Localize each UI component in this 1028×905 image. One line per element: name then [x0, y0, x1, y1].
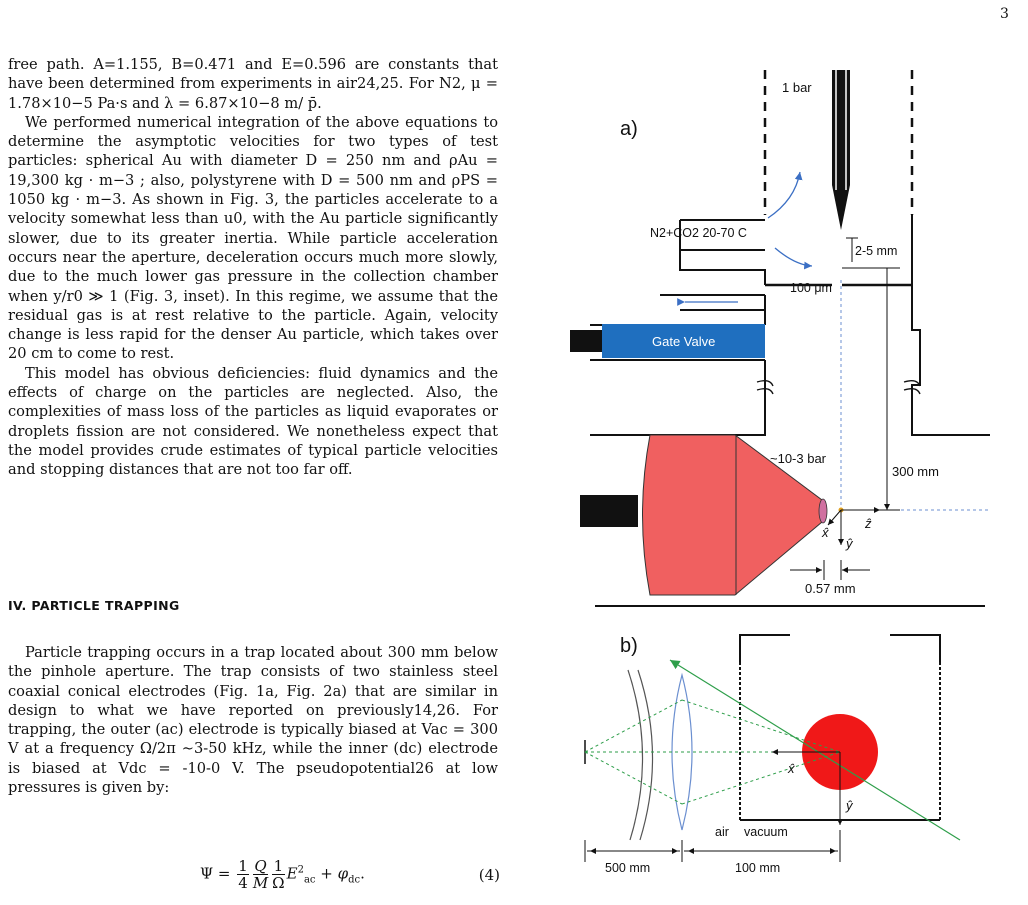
left-column-text — [8, 55, 498, 480]
lens-distance-label: 500 mm — [605, 861, 651, 875]
air-label: air — [715, 825, 729, 839]
apparatus-figure — [560, 40, 1000, 885]
vacuum-label: vacuum — [744, 825, 788, 839]
axis-x-label-b: x̂ — [788, 761, 795, 776]
axis-x-label: x̂ — [822, 525, 829, 540]
panel-b-label: b) — [620, 635, 638, 657]
gap-label: 2-5 mm — [855, 244, 898, 258]
section-iv-text — [8, 643, 498, 797]
axis-z-label: ẑ — [865, 516, 872, 531]
needle — [832, 70, 850, 230]
paragraph-2: We performed numerical integration of the above equations to determine the asymptotic velocities for two types of test particles: spherical Au with diameter D = 250 nm and ρAu = 19,300 kg · m−3 ; also, polystyrene with D = 500 nm and ρPS = 1050 kg · m−3. As shown in Fig. 3, the particles accelerate to a velocity somewhat less than u0, with the Au particle significantly slower, due to its greater inertia. While particle acceleration occurs near the aperture, deceleration occurs much more slowly, due to the much lower gas pressure in the collection chamber when y/r0 ≫ 1 (Fig. 3, inset). In this regime, we assume that the residual gas is at rest relative to the particle. Again, velocity change is less rapid for the denser Au particle, which takes over 20 cm to come to rest. — [8, 113, 498, 363]
paragraph-1: free path. A=1.155, B=0.471 and E=0.596 are constants that have been determined from experiments in air24,25. For N2, μ = 1.78×10−5 Pa·s and λ = 6.87×10−8 m/ p̄. — [8, 56, 498, 112]
trap-dist-label: 100 mm — [735, 861, 781, 875]
axis-y-label-b: ŷ — [846, 798, 853, 813]
page-number: 3 — [1000, 6, 1009, 22]
equation-formula: Ψ = $\frac{1}{4}$ $\frac{Q}{M}$ $\frac{1}{\Omega}$ $E^2_{ac} + \varphi_{dc}$. — [200, 857, 365, 892]
panel-a-label: a) — [620, 118, 638, 140]
paragraph-4: Particle trapping occurs in a trap located about 300 mm below the pinhole aperture. The trap consists of two stainless steel coaxial conical electrodes (Fig. 1a, Fig. 2a) that are similar in design to what we have reported on previously14,26. For trapping, the outer (ac) electrode is typically biased at Vac = 300 V at a frequency Ω/2π ∼3-50 kHz, while the inner (dc) electrode is biased at Vdc = -10-0 V. The pseudopotential26 at low pressures is given by: — [8, 644, 498, 797]
pressure-top-label: 1 bar — [782, 80, 812, 95]
pressure-low-label: ~10-3 bar — [770, 451, 827, 466]
equation-number: (4) — [478, 866, 500, 884]
offset-label: 0.57 mm — [805, 581, 856, 596]
trap-distance-label: 300 mm — [892, 464, 939, 479]
axis-y-label: ŷ — [846, 536, 853, 551]
gas-label: N2+CO2 20-70 C — [650, 226, 747, 240]
section-heading: IV. PARTICLE TRAPPING — [8, 598, 180, 613]
paragraph-3: This model has obvious deficiencies: fluid dynamics and the effects of charge on the particles are neglected. Also, the complexities of mass loss of the particles as liquid evaporates or droplets fission are not considered. We nonetheless expect that the model provides crude estimates of typical particle velocities and stopping distances that are not too far off. — [8, 364, 498, 479]
gate-valve-label: Gate Valve — [652, 334, 716, 349]
aperture-label: 100 μm — [790, 281, 832, 295]
